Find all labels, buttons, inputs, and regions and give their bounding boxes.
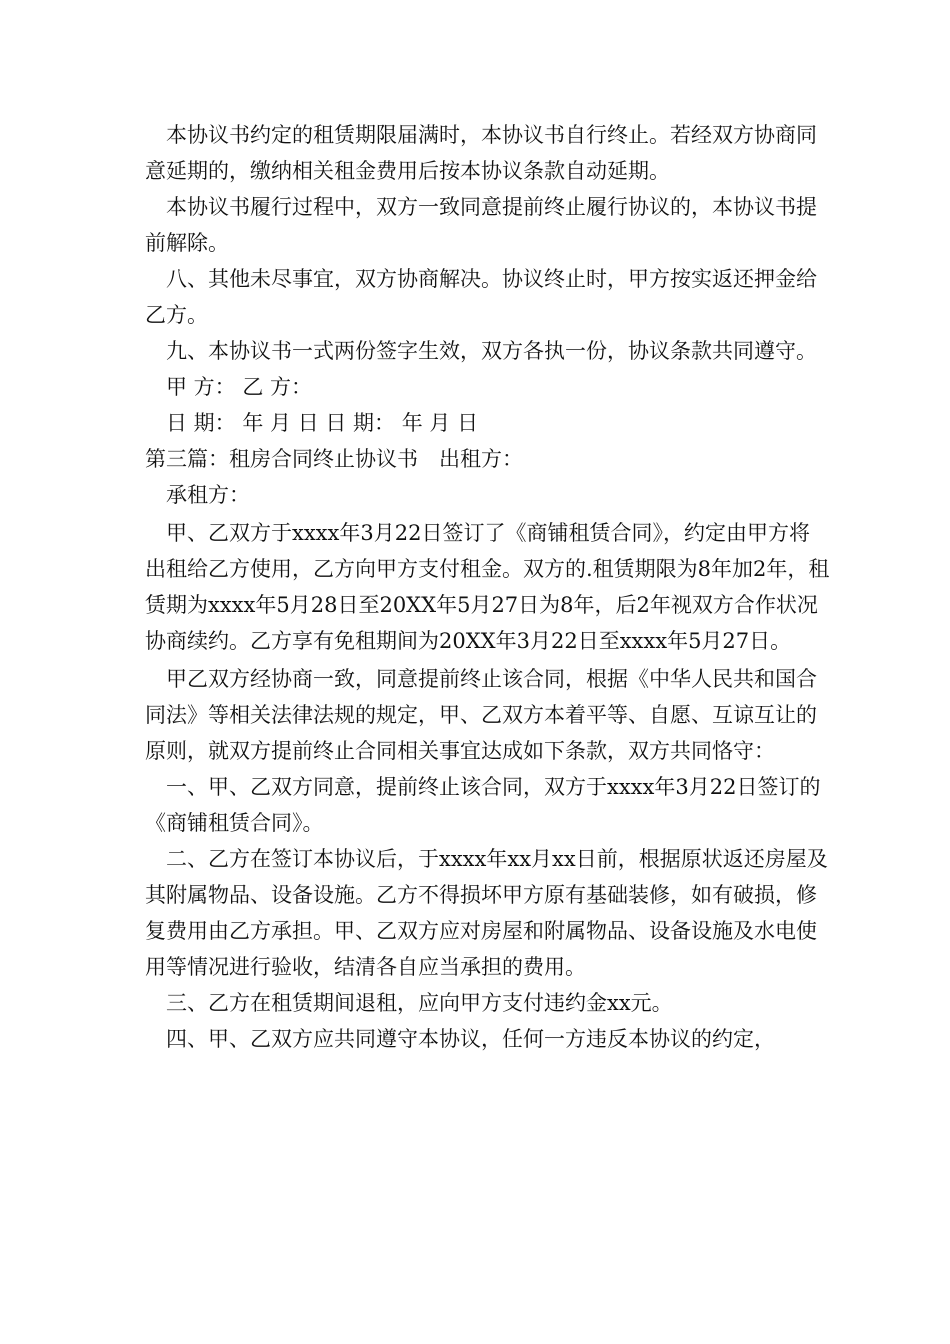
paragraph: 本协议书约定的租赁期限届满时，本协议书自行终止。若经双方协商同意延期的，缴纳相关租金费用后按本协议条款自动延期。	[145, 123, 817, 183]
paragraph: 八、其他未尽事宜，双方协商解决。协议终止时，甲方按实返还押金给乙方。	[145, 267, 817, 327]
paragraph: 本协议书履行过程中，双方一致同意提前终止履行协议的，本协议书提前解除。	[145, 195, 817, 255]
document-body	[145, 117, 830, 1057]
paragraph: 四、甲、乙双方应共同遵守本协议，任何一方违反本协议的约定，	[166, 1027, 775, 1051]
paragraph: 三、乙方在租赁期间退租，应向甲方支付违约金xx元。	[166, 991, 673, 1015]
paragraph: 一、甲、乙双方同意，提前终止该合同，双方于xxxx年3月22日签订的《商铺租赁合同》。	[145, 775, 821, 835]
paragraph: 甲、乙双方于xxxx年3月22日签订了《商铺租赁合同》，约定由甲方将 出租给乙方使用，乙方向甲方支付租金。双方的.租赁期限为8年加2年，租赁期为xxxx年5月28日至20XX年5月27日为8年，后2年视双方合作状况协商续约。乙方享有免租期间为20XX年3月22日至xxxx年5月27日。	[145, 521, 830, 653]
signature-line-parties: 甲 方： 乙 方：	[166, 375, 313, 399]
signature-line-dates: 日 期： 年 月 日 日 期： 年 月 日	[166, 411, 479, 435]
paragraph: 九、本协议书一式两份签字生效，双方各执一份，协议条款共同遵守。	[166, 339, 817, 363]
paragraph: 甲乙双方经协商一致，同意提前终止该合同，根据《中华人民共和国合同法》等相关法律法规的规定，甲、乙双方本着平等、自愿、互谅互让的原则，就双方提前终止合同相关事宜达成如下条款，双方共同恪守：	[145, 667, 817, 763]
paragraph: 二、乙方在签订本协议后，于xxxx年xx月xx日前，根据原状返还房屋及其附属物品、设备设施。乙方不得损坏甲方原有基础装修，如有破损，修复费用由乙方承担。甲、乙双方应对房屋和附属物品、设备设施及水电使用等情况进行验收，结清各自应当承担的费用。	[145, 847, 828, 979]
paragraph: 承租方：	[166, 483, 250, 507]
section-heading: 第三篇：租房合同终止协议书 出租方：	[145, 447, 523, 471]
